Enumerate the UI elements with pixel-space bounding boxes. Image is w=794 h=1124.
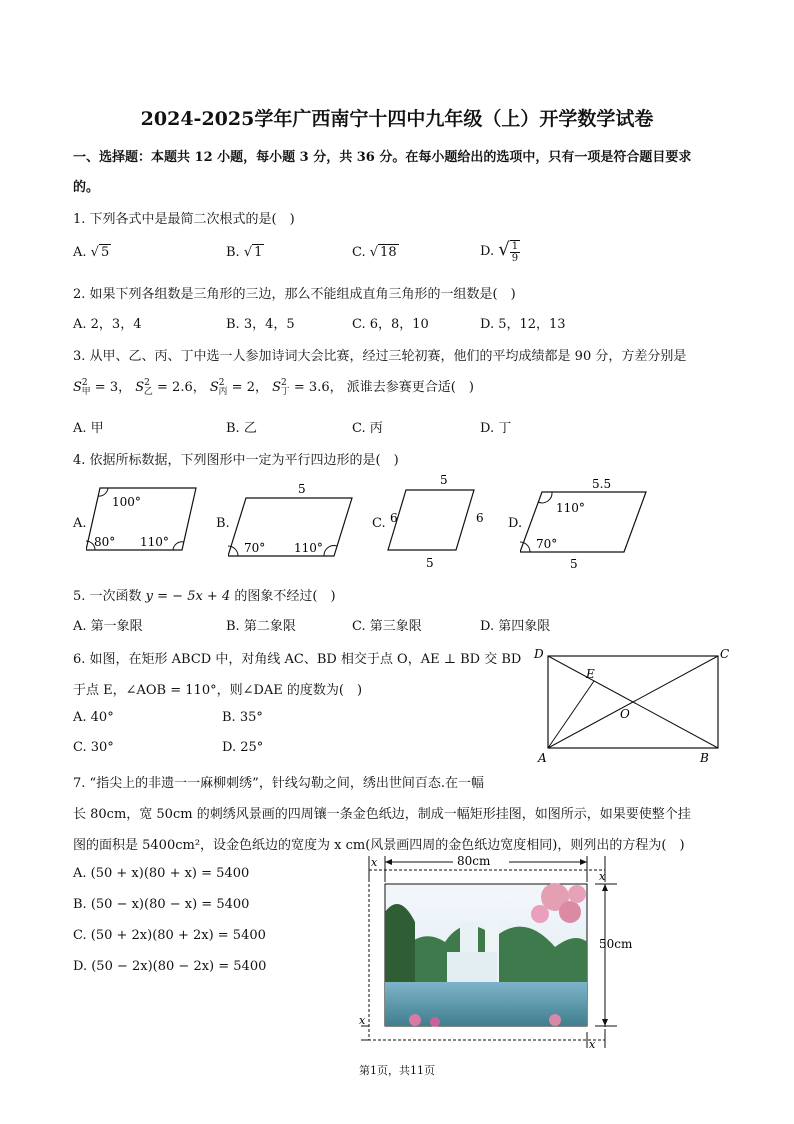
x-label-bottom: x [589, 1038, 596, 1051]
q5-option-a: A. 第一象限 [73, 619, 143, 634]
q4-option-c-label: C. [372, 516, 386, 531]
q4-figure-c [384, 470, 494, 570]
q7-option-c: C. (50 + 2x)(80 + 2x) = 5400 [73, 928, 266, 943]
q7-option-d: D. (50 − 2x)(80 − 2x) = 5400 [73, 959, 267, 974]
q7-stem-line3: 图的面积是 5400cm²，设金色纸边的宽度为 x cm(风景画四周的金色纸边宽度相同)，则列出的方程为( ) [73, 838, 685, 853]
q6-option-a: A. 40° [73, 710, 114, 725]
angle-110: 110° [140, 535, 169, 549]
q2-option-a: A. 2，3，4 [73, 317, 142, 332]
q6-stem-line2: 于点 E，∠AOB = 110°，则∠DAE 的度数为( ) [73, 683, 363, 698]
dim-80cm: 80cm [457, 854, 491, 868]
point-A: A [538, 751, 547, 765]
x-label-top-left: x [371, 856, 378, 869]
side-bottom-5: 5 [570, 557, 578, 570]
side-left-6: 6 [390, 511, 398, 525]
q3-variances: $S^2_甲 = 3$， $S^2_乙 = 2.6$， $S^2_丙 = 2$， $S^2_丁 = 3.6$， 派谁去参赛更合适( ) [73, 378, 474, 397]
side-top-5-5: 5.5 [592, 477, 612, 491]
point-B: B [700, 751, 709, 765]
q3-stem: 3. 从甲、乙、丙、丁中选一人参加诗词大会比赛，经过三轮初赛，他们的平均成绩都是 90 分，方差分别是 [73, 349, 687, 364]
q6-rectangle-figure [530, 644, 730, 768]
q6-stem-line1: 6. 如图，在矩形 ABCD 中，对角线 AC、BD 相交于点 O，AE ⊥ BD 交 BD [73, 652, 522, 667]
x-label-top-right: x [599, 870, 606, 883]
section-heading-line2: 的。 [73, 180, 100, 195]
q4-figure-d [520, 474, 650, 570]
page-footer: 第1页，共11页 [359, 1064, 435, 1077]
q3-option-a: A. 甲 [73, 421, 104, 436]
q4-figure-a [86, 484, 206, 556]
side-top-5: 5 [298, 482, 306, 496]
point-C: C [720, 647, 730, 661]
side-bottom-5: 5 [426, 556, 434, 570]
q2-stem: 2. 如果下列各组数是三角形的三边，那么不能组成直角三角形的一组数是( ) [73, 287, 516, 302]
q1-option-a: A. √ 5 [73, 245, 110, 260]
q5-option-b: B. 第二象限 [226, 619, 296, 634]
q1-option-d: D. √ $\frac{1}{9}$ [480, 239, 519, 264]
q3-option-b: B. 乙 [226, 421, 257, 436]
angle-70: 70° [536, 537, 558, 551]
q7-option-b: B. (50 − x)(80 − x) = 5400 [73, 897, 250, 912]
point-O: O [620, 707, 630, 721]
q1-option-c: C. √ 18 [352, 245, 397, 260]
angle-70: 70° [244, 541, 266, 555]
q4-stem: 4. 依据所标数据，下列图形中一定为平行四边形的是( ) [73, 453, 399, 468]
q5-stem: 5. 一次函数 y = − 5x + 4 的图象不经过( ) [73, 589, 336, 604]
q4-option-b-label: B. [216, 516, 230, 531]
dim-50cm: 50cm [599, 937, 633, 951]
x-label-left: x [359, 1014, 366, 1027]
q6-option-c: C. 30° [73, 740, 114, 755]
angle-80: 80° [94, 535, 116, 549]
q1-option-b: B. √ 1 [226, 245, 263, 260]
q5-option-c: C. 第三象限 [352, 619, 422, 634]
section-heading-line1: 一、选择题：本题共 12 小题，每小题 3 分，共 36 分。在每小题给出的选项中，只有一项是符合题目要求 [73, 150, 692, 165]
q5-option-d: D. 第四象限 [480, 619, 551, 634]
q4-figure-b [228, 480, 356, 560]
q7-option-a: A. (50 + x)(80 + x) = 5400 [73, 866, 250, 881]
q4-option-a-label: A. [73, 516, 87, 531]
q2-option-c: C. 6，8，10 [352, 317, 429, 332]
q6-option-b: B. 35° [222, 710, 263, 725]
side-right-6: 6 [476, 511, 484, 525]
page-title: 2024-2025学年广西南宁十四中九年级（上）开学数学试卷 [140, 108, 654, 130]
q7-stem-line2: 长 80cm，宽 50cm 的刺绣风景画的四周镶一条金色纸边，制成一幅矩形挂图，如图所示，如果要使整个挂 [73, 807, 691, 822]
q2-option-b: B. 3，4，5 [226, 317, 295, 332]
q4-option-d-label: D. [508, 516, 523, 531]
angle-110: 110° [556, 501, 585, 515]
angle-110: 110° [294, 541, 323, 555]
side-top-5: 5 [440, 473, 448, 487]
angle-100: 100° [112, 495, 141, 509]
point-D: D [534, 647, 544, 661]
q3-option-c: C. 丙 [352, 421, 383, 436]
q6-option-d: D. 25° [222, 740, 264, 755]
point-E: E [586, 667, 595, 681]
q1-stem: 1. 下列各式中是最简二次根式的是( ) [73, 212, 295, 227]
q3-option-d: D. 丁 [480, 421, 512, 436]
q7-framed-painting-figure [355, 852, 645, 1052]
q7-stem-line1: 7. “指尖上的非遗一一麻柳刺绣”，针线勾勒之间，绣出世间百态.在一幅 [73, 776, 484, 791]
q2-option-d: D. 5，12，13 [480, 317, 566, 332]
